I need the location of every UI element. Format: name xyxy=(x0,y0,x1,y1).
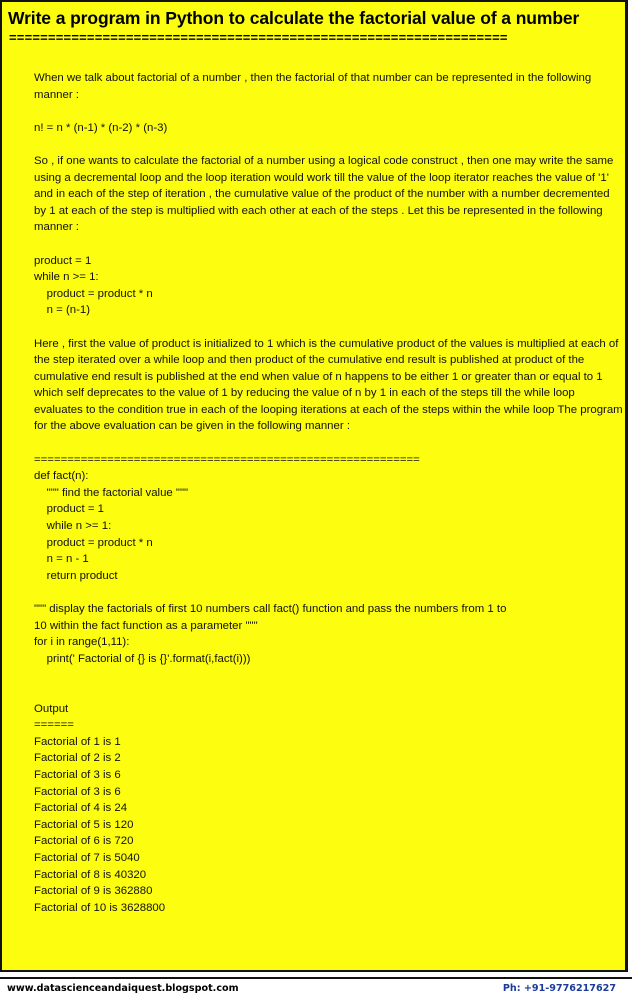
intro-paragraph: When we talk about factorial of a number , then the factorial of that number can be represented in the following manner : xyxy=(34,72,592,101)
article-body xyxy=(34,70,624,916)
output-label: Output xyxy=(34,702,69,715)
call-code: """ display the factorials of first 10 numbers call fact() function and pass the numbers from 1 to 10 within the fact function as a parameter """ for i in range(1,11): print(' Factorial of {} is {}'.format(i,fact(i))) xyxy=(34,603,507,665)
function-code: def fact(n): """ find the factorial value """ product = 1 while n >= 1: product = product * n n = n - 1 return product xyxy=(34,470,189,582)
loop-snippet: product = 1 while n >= 1: product = product * n n = (n-1) xyxy=(34,254,153,317)
description-paragraph: Here , first the value of product is initialized to 1 which is the cumulative product of the values is multiplied at each of the step iterated over a while loop and then product of the cumulative end result is published at product of the cumulative end result is published at the end when value of n happens to be either 1 or greater than or equal to 1 which self deprecates to the value of 1 by reducing the value of n by 1 in each of the steps till the while loop evaluates to the condition true in each of the looping iterations at each of the steps within the while loop The program for the above evaluation can be given in the following manner : xyxy=(34,337,623,433)
output-lines: Factorial of 1 is 1 Factorial of 2 is 2 Factorial of 3 is 6 Factorial of 3 is 6 Factorial of 4 is 24 Factorial of 5 is 120 Factorial of 6 is 720 Factorial of 7 is 5040 Factorial of 8 is 40320 Factorial of 9 is 362880 Factorial of 10 is 3628800 xyxy=(34,735,166,914)
footer-site-link[interactable]: www.datascienceandaiquest.blogspot.com xyxy=(7,983,239,994)
code-divider: ========================================================== xyxy=(34,453,420,466)
footer-bar xyxy=(0,977,632,999)
formula-line: n! = n * (n-1) * (n-2) * (n-3) xyxy=(34,121,168,134)
footer-phone: Ph: +91-9776217627 xyxy=(502,983,616,994)
explanation-paragraph: So , if one wants to calculate the factorial of a number using a logical code construct , then one may write the same using a decremental loop and the loop iteration would work till the value of the loop iterator reaches the value of '1' and in each of the step of iteration , the cumulative value of the product of the number with a number decremented by 1 at each of the step is multiplied with each other at each of the steps . Let this be represented in the following manner : xyxy=(34,154,614,234)
title-divider: ================================================================ xyxy=(9,30,508,45)
output-divider: ====== xyxy=(34,719,74,732)
page-title: Write a program in Python to calculate the factorial value of a number xyxy=(8,8,580,28)
